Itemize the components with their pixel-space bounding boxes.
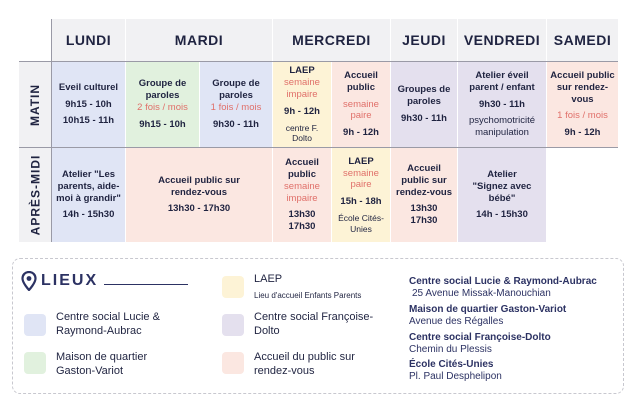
legend-swatch-aubrac xyxy=(24,314,46,336)
day-header-jeudi: JEUDI xyxy=(391,19,457,61)
cell-title: Eveil culturel xyxy=(58,81,119,93)
cell-title: Groupe de paroles xyxy=(212,78,260,102)
cell-time: 13h30 - 17h30 xyxy=(167,203,231,215)
cell-time: 10h15 - 11h xyxy=(62,115,115,127)
address-variot xyxy=(409,304,619,328)
cell-title: Accueil public sur rendez-vous xyxy=(550,69,615,105)
cell-time: 13h30 xyxy=(410,203,438,215)
cell-time: 9h30 - 11h xyxy=(213,118,259,130)
address-street: Avenue des Régalles xyxy=(409,316,504,327)
cell-time: 9h - 12h xyxy=(343,127,379,139)
cell-place: École Cités-Unies xyxy=(338,213,384,234)
cell-afternoon-mardi xyxy=(126,148,272,242)
cell-title: LAEP xyxy=(348,155,374,167)
cell-afternoon-lundi xyxy=(52,148,125,242)
cell-time: 14h - 15h30 xyxy=(62,209,115,221)
cell-time: 9h - 12h xyxy=(284,105,320,117)
address-name: Maison de quartier Gaston-Variot xyxy=(409,304,567,315)
day-header-mercredi: MERCREDI xyxy=(273,19,390,61)
period-afternoon-label: APRÈS-MIDI xyxy=(28,154,43,236)
cell-morning-jeudi xyxy=(391,62,457,147)
address-name: Centre social Lucie & Raymond-Aubrac xyxy=(409,276,597,287)
grid-line xyxy=(19,61,618,62)
legend-label-laep: LAEP xyxy=(254,273,283,285)
cell-time: 13h30 xyxy=(288,209,316,221)
cell-frequency: semaine impaire xyxy=(284,180,320,204)
cell-time: 14h - 15h30 xyxy=(476,209,528,221)
day-header-vendredi: VENDREDI xyxy=(458,19,546,61)
period-morning-label: MATIN xyxy=(28,83,43,126)
cell-morning-mardi-1 xyxy=(126,62,199,147)
address-cites-unies xyxy=(409,359,619,383)
cell-afternoon-samedi-empty xyxy=(547,148,618,242)
cell-frequency: 1 fois / mois xyxy=(557,110,608,122)
address-name: École Cités-Unies xyxy=(409,359,494,370)
cell-place: centre F. Dolto xyxy=(285,122,319,144)
legend-label-dolto: Centre social Françoise-Dolto xyxy=(254,311,374,338)
cell-morning-mercredi-2 xyxy=(332,62,390,147)
cell-frequency: semaine paire xyxy=(343,98,379,122)
legend-sublabel-laep: Lieu d'accueil Enfants Parents xyxy=(254,291,362,300)
cell-title: Accueil public sur rendez-vous xyxy=(396,162,452,198)
cell-time: 9h - 12h xyxy=(564,127,601,139)
cell-time: 9h15 - 10h xyxy=(139,118,186,130)
legend-label-variot: Maison de quartier Gaston-Variot xyxy=(56,351,148,378)
cell-frequency: semaine impaire xyxy=(284,77,320,100)
cell-time: 17h30 xyxy=(288,221,316,233)
cell-title: Groupe de paroles xyxy=(138,78,187,102)
legend-swatch-dolto xyxy=(222,314,244,336)
cell-time: 17h30 xyxy=(410,215,438,227)
cell-title: Accueil public xyxy=(344,69,378,93)
address-aubrac xyxy=(409,276,619,300)
cell-morning-samedi xyxy=(547,62,618,147)
cell-morning-vendredi xyxy=(458,62,546,147)
address-street: Pl. Paul Desphelipon xyxy=(409,371,502,382)
day-header-mardi: MARDI xyxy=(126,19,272,61)
location-pin-icon xyxy=(21,271,37,291)
cell-note: psychomotricité manipulation xyxy=(469,115,535,139)
cell-title: Atelier éveil parent / enfant xyxy=(469,69,535,93)
address-street: Chemin du Plessis xyxy=(409,344,492,355)
legend-label-rdv: Accueil du public sur rendez-vous xyxy=(254,351,355,378)
period-afternoon xyxy=(19,148,51,242)
legend-label-aubrac: Centre social Lucie & Raymond-Aubrac xyxy=(56,311,160,338)
cell-afternoon-mercredi-2 xyxy=(332,148,390,242)
cell-afternoon-jeudi xyxy=(391,148,457,242)
grid-line xyxy=(51,19,52,242)
period-morning xyxy=(19,62,51,147)
day-header-samedi: SAMEDI xyxy=(547,19,618,61)
cell-afternoon-vendredi xyxy=(458,148,546,242)
legend-swatch-rdv xyxy=(222,352,244,374)
cell-title: Atelier "Les parents, aide-moi à grandir" xyxy=(56,168,121,204)
cell-title: Accueil public xyxy=(285,156,319,180)
cell-time: 9h30 - 11h xyxy=(401,112,447,124)
cell-title: Groupes de paroles xyxy=(397,84,451,108)
cell-morning-mardi-2 xyxy=(200,62,272,147)
address-name: Centre social Françoise-Dolto xyxy=(409,332,551,343)
grid-line xyxy=(19,147,618,148)
cell-morning-mercredi-1 xyxy=(273,62,331,147)
cell-morning-lundi xyxy=(52,62,125,147)
address-dolto xyxy=(409,332,619,356)
legend-swatch-variot xyxy=(24,352,46,374)
legend-title: LIEUX xyxy=(41,272,99,289)
cell-title: Accueil public sur rendez-vous xyxy=(158,174,240,198)
cell-afternoon-mercredi-1 xyxy=(273,148,331,242)
legend-swatch-laep xyxy=(222,276,244,298)
cell-frequency: 1 fois / mois xyxy=(210,102,262,113)
cell-frequency: semaine paire xyxy=(343,167,379,191)
cell-time: 9h15 - 10h xyxy=(65,98,112,110)
legend-title-rule xyxy=(104,284,188,285)
day-header-lundi: LUNDI xyxy=(52,19,125,61)
cell-title: Atelier "Signez avec bébé" xyxy=(472,168,532,204)
cell-time: 9h30 - 11h xyxy=(479,98,525,110)
address-street: 25 Avenue Missak-Manouchian xyxy=(412,288,551,299)
cell-title: LAEP xyxy=(289,65,315,77)
cell-frequency: 2 fois / mois xyxy=(137,102,188,113)
cell-time: 15h - 18h xyxy=(340,196,382,208)
